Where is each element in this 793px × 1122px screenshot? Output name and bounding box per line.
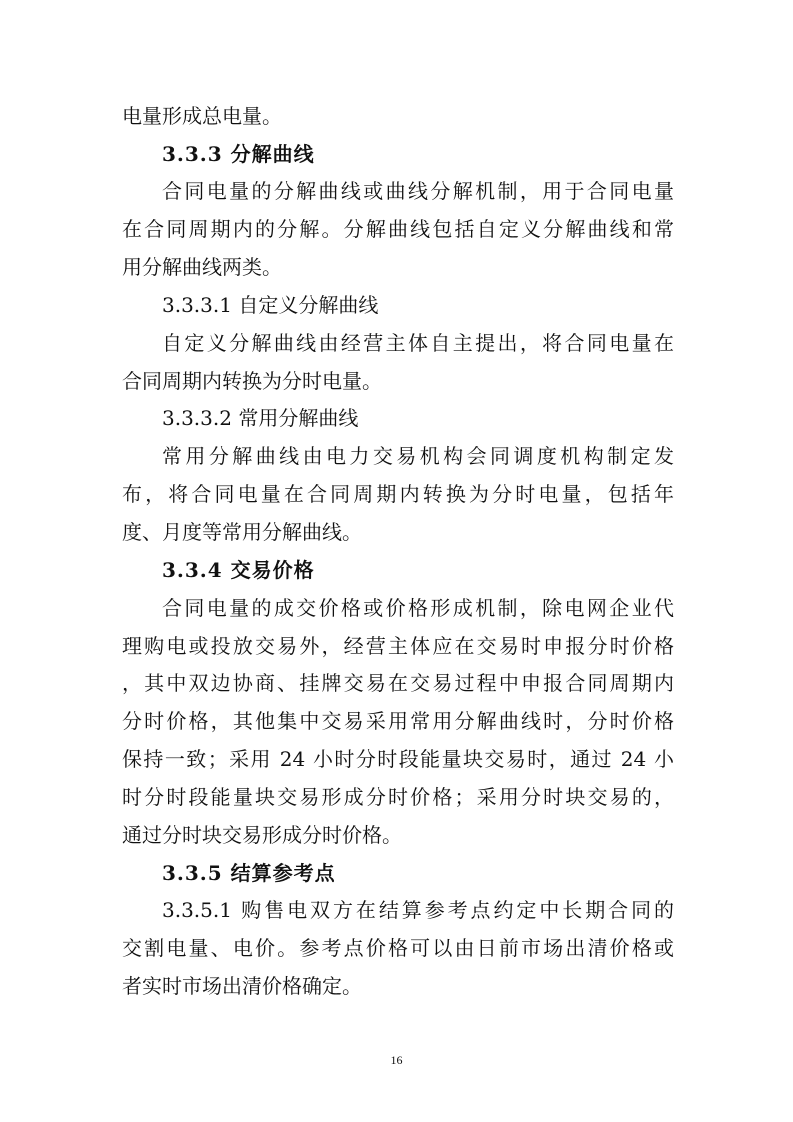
section-heading-3-3-5: 3.3.5 结算参考点 [162, 861, 336, 885]
subsection-heading-3-3-3-2: 3.3.3.2 常用分解曲线 [162, 406, 359, 430]
paragraph-line: 者实时市场出清价格确定。 [122, 974, 362, 998]
subsection-heading-3-3-3-1: 3.3.3.1 自定义分解曲线 [162, 293, 379, 317]
paragraph-line: 分时价格，其他集中交易采用常用分解曲线时，分时价格 [122, 709, 674, 733]
page-number: 16 [390, 1053, 403, 1067]
paragraph-line: 通过分时块交易形成分时价格。 [122, 823, 402, 847]
paragraph-line: 自定义分解曲线由经营主体自主提出，将合同电量在 [162, 331, 674, 355]
section-heading-3-3-4: 3.3.4 交易价格 [162, 558, 315, 582]
paragraph-line: 在合同周期内的分解。分解曲线包括自定义分解曲线和常 [122, 217, 674, 241]
paragraph-line: 合同电量的成交价格或价格形成机制，除电网企业代 [162, 596, 674, 620]
paragraph-line: 3.3.5.1 购售电双方在结算参考点约定中长期合同的 [162, 898, 674, 922]
section-heading-3-3-3: 3.3.3 分解曲线 [162, 142, 315, 166]
paragraph-line: ，其中双边协商、挂牌交易在交易过程中申报合同周期内 [122, 671, 674, 695]
paragraph-line: 合同周期内转换为分时电量。 [122, 369, 382, 393]
paragraph-line: 交割电量、电价。参考点价格可以由日前市场出清价格或 [122, 936, 674, 960]
paragraph-line: 常用分解曲线由电力交易机构会同调度机构制定发 [162, 444, 674, 468]
paragraph-line: 度、月度等常用分解曲线。 [122, 520, 362, 544]
paragraph-line: 布，将合同电量在合同周期内转换为分时电量，包括年 [122, 482, 674, 506]
paragraph-line: 理购电或投放交易外，经营主体应在交易时申报分时价格 [122, 634, 674, 658]
paragraph-line: 保持一致；采用 24 小时分时段能量块交易时，通过 24 小 [122, 747, 674, 771]
paragraph-line: 合同电量的分解曲线或曲线分解机制，用于合同电量 [162, 179, 674, 203]
paragraph-line: 用分解曲线两类。 [122, 255, 282, 279]
paragraph-line: 电量形成总电量。 [122, 104, 282, 128]
paragraph-line: 时分时段能量块交易形成分时价格；采用分时块交易的， [122, 785, 674, 809]
